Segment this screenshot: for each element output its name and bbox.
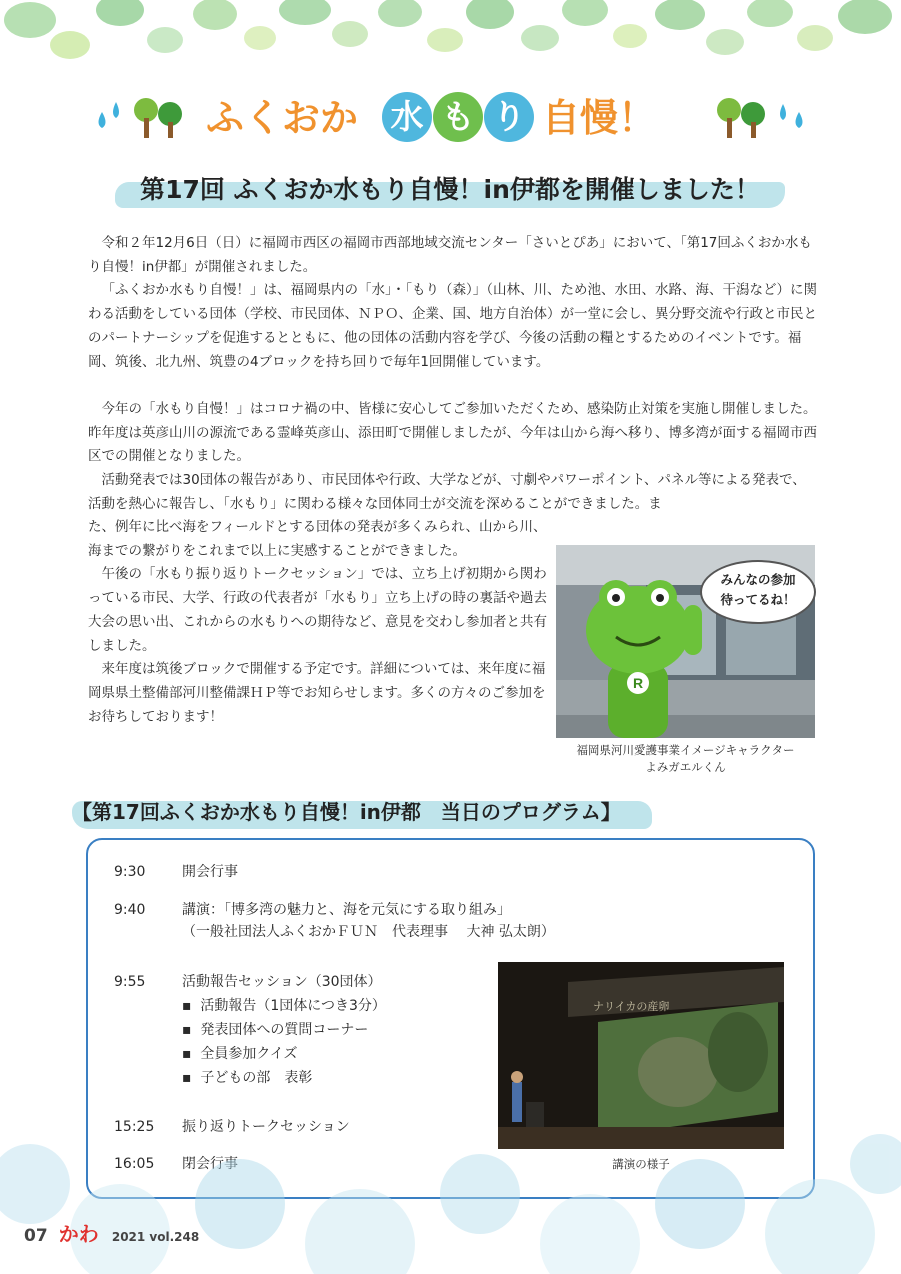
paragraph: 活動発表では30団体の報告があり、市民団体や行政、大学などが、寸劇やパワーポイント、パネル等による発表で、活動を熱心に報告し、「水もり」に関わる様々な団体同士が交流を深めることができました。ま [88,472,806,512]
title-forest-circle: も [433,92,483,142]
mascot-caption [556,742,815,776]
leaf-decoration [0,0,901,80]
program-bullet: ▪ 子どもの部 表彰 [182,1070,313,1086]
title-water-circle: 水 [382,92,432,142]
article-subtitle [115,172,785,208]
tree-water-drop-icon [715,94,815,144]
subtitle-text: 第17回 ふくおか水もり自慢！in伊都を開催しました！ [140,175,760,204]
speech-bubble [700,560,818,628]
program-time: 16:05 [114,1156,155,1172]
lecture-banner-text: ナリイカの産卵 [593,1000,670,1013]
magazine-logo: かわ [58,1222,99,1246]
paragraph: 令和２年12月6日（日）に福岡市西区の福岡市西部地域交流センター「さいとぴあ」において、「第17回ふくおか水もり自慢！in伊都」が開催されました。 [88,235,812,275]
caption-line-2: よみガエルくん [645,760,726,774]
program-time: 9:40 [114,902,146,918]
page-footer [24,1218,199,1244]
article-body-wrapped [88,516,548,729]
program-bullet: ▪ 全員参加クイズ [182,1046,298,1062]
speech-line-1: みんなの参加 [720,572,796,587]
program-bullet: ▪ 発表団体への質問コーナー [182,1022,369,1038]
paragraph: 来年度は筑後ブロックで開催する予定です。詳細については、来年度に福岡県県土整備部河川整備課ＨＰ等でお知らせします。多くの方々のご参加をお待ちしております！ [88,661,546,725]
program-bullet: ▪ 活動報告（1団体につき3分） [182,998,386,1014]
program-subtext: （一般社団法人ふくおかＦＵＮ 代表理事 大神 弘太朗） [182,924,555,940]
paragraph: 今年の「水もり自慢！」はコロナ禍の中、皆様に安心してご参加いただくため、感染防止対策を実施し開催しました。昨年度は英彦山川の源流である霊峰英彦山、添田町で開催しましたが、今年は山から海へ移り、博多湾が面する福岡市西区での開催となりました。 [88,400,817,465]
page-heading [0,88,901,148]
page-number: 07 [24,1226,48,1246]
title-part1: ふくおか [206,96,359,140]
bubble-decoration [0,1124,901,1274]
leaf-pattern-icon [0,0,901,80]
paragraph: 「ふくおか水もり自慢！」は、福岡県内の「水」・「もり（森）」（山林、川、ため池、水田、水路、海、干潟など）に関わる活動をしている団体（学校、市民団体、ＮＰＯ、企業、国、地方自治体）が一堂に会し、異分野交流や行政と市民とのパートナーシップを促進するとともに、他の団体の活動内容を学び、今後の活動の糧とするためのイベントです。福岡、筑後、北九州、筑豊の4ブロックを持ち回りで毎年1回開催しています。 [88,282,817,370]
bullet-text: 活動報告（1団体につき3分） [200,998,386,1014]
program-text: 閉会行事 [182,1156,238,1172]
program-heading-text: 【第17回ふくおか水もり自慢！in伊都 当日のプログラム】 [72,800,621,824]
program-text: 講演：「博多湾の魅力と、海を元気にする取り組み」 [182,902,511,918]
bullet-text: 全員参加クイズ [200,1046,298,1062]
lecture-photo [498,962,784,1149]
program-text: 開会行事 [182,864,238,880]
article-body [88,232,818,516]
program-text: 活動報告セッション（30団体） [182,974,382,990]
lecture-scene-icon [498,962,784,1149]
paragraph: 午後の「水もり振り返りトークセッション」では、立ち上げ初期から関わっている市民、大学、行政の代表者が「水もり」立ち上げの時の裏話や過去大会の思い出、これからの水もりへの期待など、意見を交わし参加者と共有しました。 [88,566,547,654]
issue-number: 2021 vol.248 [111,1230,200,1244]
lecture-caption: 講演の様子 [612,1157,670,1171]
program-heading [72,795,652,829]
mascot-badge: R [632,675,644,691]
caption-line-1: 福岡県河川愛護事業イメージキャラクター [576,743,795,757]
title-part2: 自慢！ [542,96,657,140]
bullet-text: 発表団体への質問コーナー [200,1022,369,1038]
title-ri-circle: り [484,92,534,142]
speech-bubble-text [700,570,816,610]
program-time: 9:55 [114,974,146,990]
paragraph: た、例年に比べ海をフィールドとする団体の発表が多くみられ、山から川、海までの繋がりをこれまで以上に実感することができました。 [88,519,547,559]
bullet-text: 子どもの部 表彰 [200,1070,313,1086]
program-text: 振り返りトークセッション [182,1119,350,1135]
program-time: 15:25 [114,1119,155,1135]
speech-line-2: 待ってるね！ [720,592,796,607]
bubble-pattern-icon [0,1124,901,1274]
program-time: 9:30 [114,864,146,880]
water-drop-tree-icon [92,94,192,144]
